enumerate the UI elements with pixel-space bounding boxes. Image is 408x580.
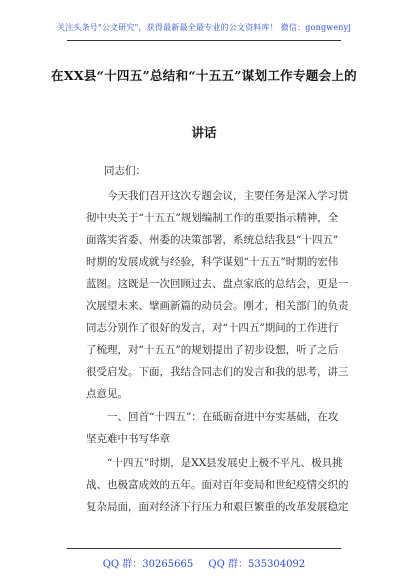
body-line: “十四五”时期，是XX县发展史上极不平凡、极具挑 bbox=[86, 457, 343, 469]
salutation: 同志们： bbox=[104, 165, 146, 177]
document-title-line1: 在XX县“十四五”总结和“十五五”谋划工作专题会上的 bbox=[51, 68, 357, 83]
footer-qq-group-2: QQ 群：535304092 bbox=[208, 559, 306, 570]
body-line: 次展望未来、擘画新篇的动员会。刚才，相关部门的负责 bbox=[86, 300, 349, 312]
body-line: 了梳理，对“十五五”的规划提出了初步设想，听了之后 bbox=[86, 344, 339, 356]
body-line: 复杂局面，面对经济下行压力和艰巨繁重的改革发展稳定 bbox=[86, 501, 349, 513]
body-line: 很受启发。下面，我结合同志们的发言和我的思考，讲三 bbox=[86, 366, 349, 378]
document-title-line2: 讲话 bbox=[191, 125, 217, 140]
body-line: 时期的发展成就与经验，科学谋划“十五五”时期的宏伟 bbox=[86, 256, 339, 268]
body-line: 彻中央关于“十五五”规划编制工作的重要指示精神，全 bbox=[86, 212, 339, 224]
body-line: 同志分别作了很好的发言，对“十四五”期间的工作进行 bbox=[86, 322, 339, 334]
body-line: 战、也极富成效的五年。面对百年变局和世纪疫情交织的 bbox=[86, 479, 349, 491]
footer-qq-group-1: QQ 群：30265665 bbox=[102, 559, 194, 570]
section-heading-line: 一、回首“十四五”：在砥砺奋进中夯实基础，在攻 bbox=[86, 411, 339, 423]
section-heading-line: 坚克难中书写华章 bbox=[86, 433, 170, 445]
body-line: 面落实省委、州委的决策部署，系统总结我县“十四五” bbox=[86, 234, 339, 246]
footer bbox=[0, 555, 408, 570]
header-rule bbox=[67, 40, 341, 41]
body-line: 今天我们召开这次专题会议，主要任务是深入学习贯 bbox=[86, 190, 349, 202]
header-note: 关注头条号"公文研究"，获得最新最全最专业的公文资料库！ 微信：gongwenyj bbox=[56, 23, 352, 32]
body-line: 蓝图。这既是一次回顾过去、盘点家底的总结会，更是一 bbox=[86, 278, 349, 290]
footer-rule bbox=[67, 548, 341, 549]
body-line: 点意见。 bbox=[86, 388, 128, 400]
